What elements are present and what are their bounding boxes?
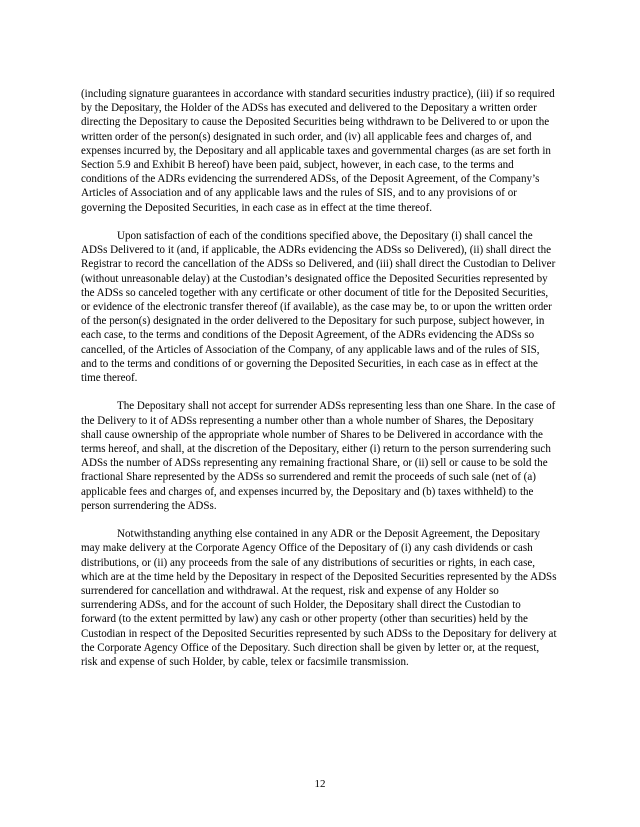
paragraph-cancellation-delivery: Upon satisfaction of each of the conditions specified above, the Depositary (i) shall cancel the ADSs Delivered to it (and, if applicable, the ADRs evidencing the ADSs so Delivered), (ii) shall direct the Registrar to record the cancellation of the ADSs so Delivered, and (iii) shall direct the Custodian to Deliver (without unreasonable delay) at the Custodian’s designated office the Deposited Securities represented by the ADSs so canceled together with any certificate or other document of title for the Deposited Securities, or evidence of the electronic transfer thereof (if available), as the case may be, to or upon the written order of the person(s) designated in the order delivered to the Depositary for such purpose, subject however, in each case, to the terms and conditions of the Deposit Agreement, of the ADRs evidencing the ADSs so cancelled, of the Articles of Association of the Company, of any applicable laws and of the rules of SIS, and to the terms and conditions of or governing the Deposited Securities, in each case as in effect at the time thereof.	[81, 230, 556, 385]
document-body	[81, 87, 557, 683]
paragraph-withdrawal-conditions: (including signature guarantees in accordance with standard securities industry practice), (iii) if so required by the Depositary, the Holder of the ADSs has executed and delivered to the Depositary a written order directing the Depositary to cause the Deposited Securities being withdrawn to be Delivered to or upon the written order of the person(s) designated in such order, and (iv) all applicable fees and charges of, and expenses incurred by, the Depositary and all applicable taxes and governmental charges (as are set forth in Section 5.9 and Exhibit B hereof) have been paid, subject, however, in each case, to the terms and conditions of the ADRs evidencing the surrendered ADSs, of the Deposit Agreement, of the Company’s Articles of Association and of any applicable laws and the rules of SIS, and to any provisions of or governing the Deposited Securities, in each case as in effect at the time thereof.	[81, 88, 555, 214]
paragraph-fractional-shares: The Depositary shall not accept for surrender ADSs representing less than one Share. In the case of the Delivery to it of ADSs representing a number other than a whole number of Shares, the Depositary shall cause ownership of the appropriate whole number of Shares to be Delivered in accordance with the terms hereof, and shall, at the discretion of the Depositary, either (i) return to the person surrendering such ADSs the number of ADSs representing any remaining fractional Share, or (ii) sell or cause to be sold the fractional Share represented by the ADSs so surrendered and remit the proceeds of such sale (net of (a) applicable fees and charges of, and expenses incurred by, the Depositary and (b) taxes withheld) to the person surrendering the ADSs.	[81, 400, 556, 512]
paragraph-corporate-agency-delivery: Notwithstanding anything else contained in any ADR or the Deposit Agreement, the Depositary may make delivery at the Corporate Agency Office of the Depositary of (i) any cash dividends or cash distributions, or (ii) any proceeds from the sale of any distributions of securities or rights, in each case, which are at the time held by the Depositary in respect of the Deposited Securities represented by the ADSs surrendered for cancellation and withdrawal. At the request, risk and expense of any Holder so surrendering ADSs, and for the account of such Holder, the Depositary shall direct the Custodian to forward (to the extent permitted by law) any cash or other property (other than securities) held by the Custodian in respect of the Deposited Securities represented by such ADSs to the Depositary for delivery at the Corporate Agency Office of the Depositary. Such direction shall be given by letter or, at the request, risk and expense of such Holder, by cable, telex or facsimile transmission.	[81, 528, 557, 669]
page-number: 12	[314, 778, 326, 790]
